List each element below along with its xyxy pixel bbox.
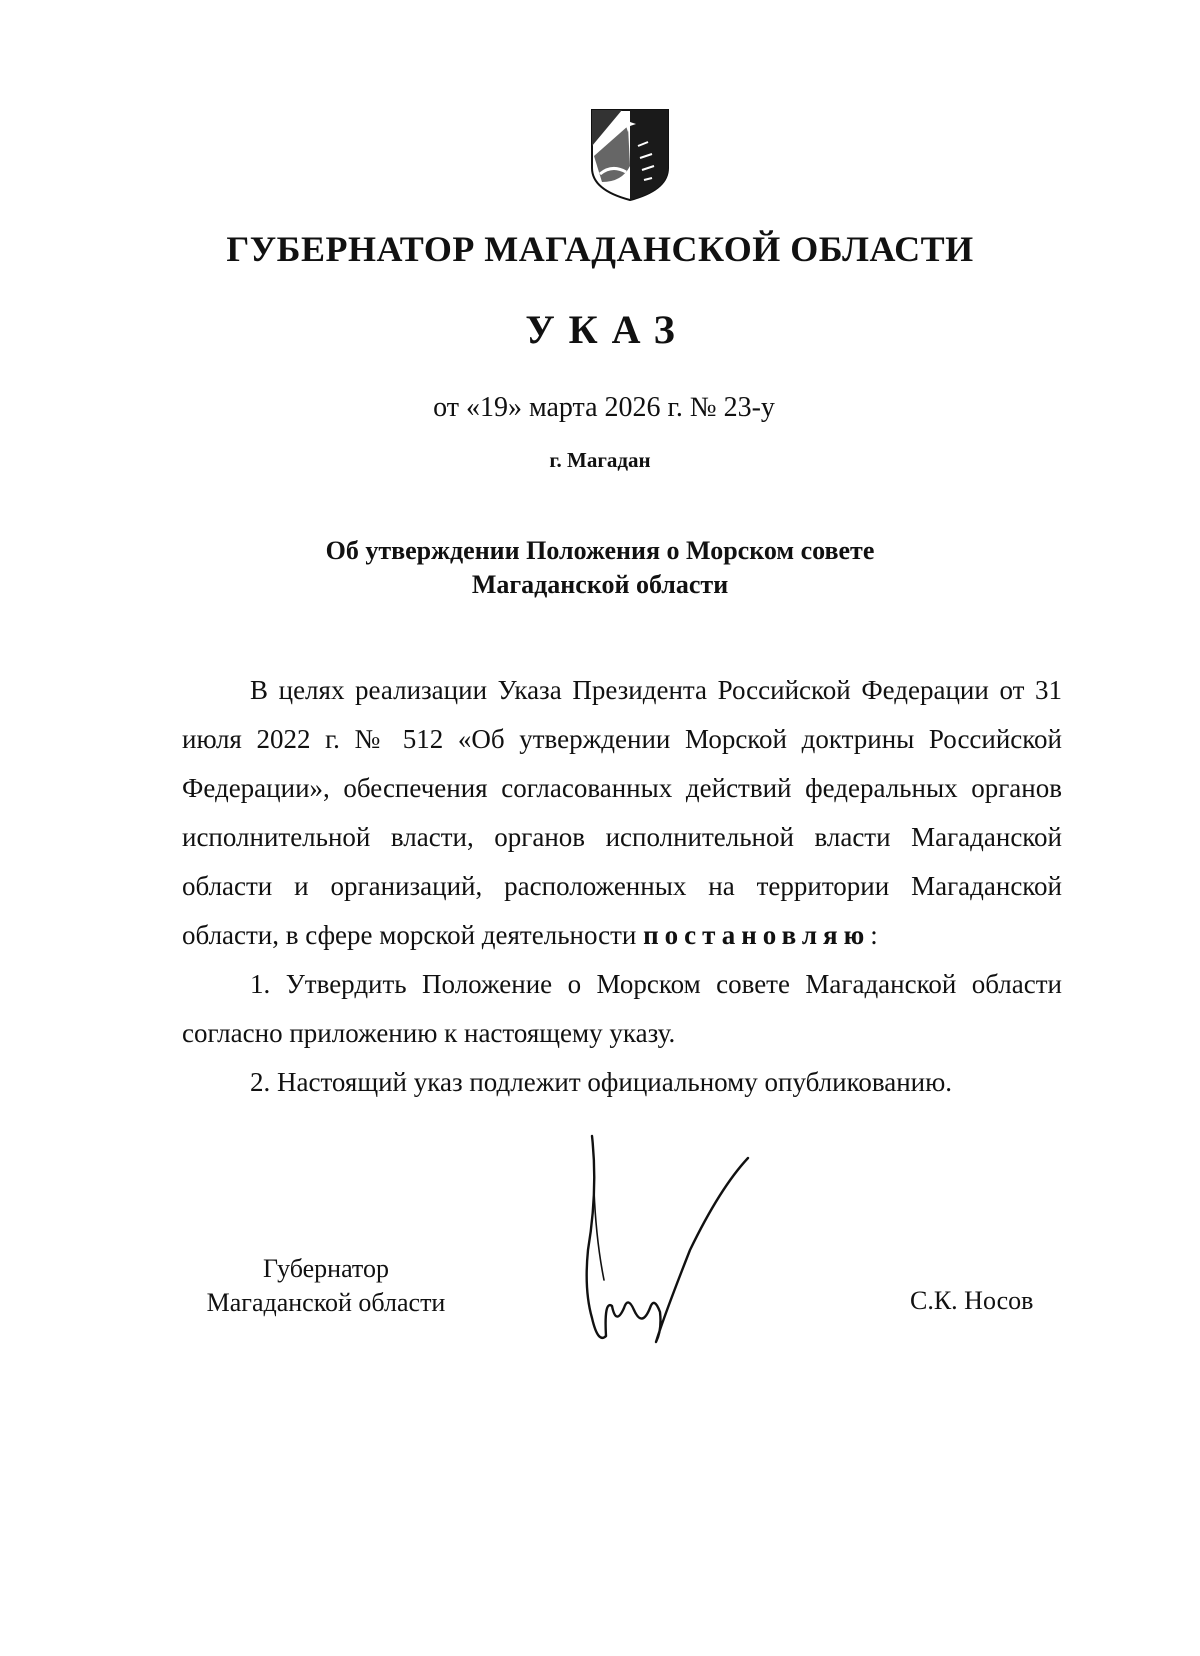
document-place: г. Магадан	[549, 448, 651, 472]
signatory-name: С.К. Носов	[910, 1286, 1034, 1315]
decree-word: постановляю	[643, 920, 871, 950]
document-date-number: от «19» марта 2026 г. № 23-у	[433, 392, 775, 423]
document-body	[182, 666, 1062, 1107]
decree-item-1: 1. Утвердить Положение о Морском совете Магаданской области согласно приложению к настоящему указу.	[182, 969, 1062, 1048]
document-type-heading: УКАЗ	[525, 307, 689, 352]
preamble-paragraph	[182, 666, 1062, 960]
signatory-position	[186, 1252, 466, 1320]
decree-item-2: 2. Настоящий указ подлежит официальному опубликованию.	[250, 1067, 953, 1097]
document-title-line-2: Магаданской области	[471, 570, 729, 599]
coat-of-arms-icon	[582, 106, 676, 204]
preamble-text: В целях реализации Указа Президента Российской Федерации от 31 июля 2022 г. № 512 «Об утверждении Морской доктрины Российской Федерации», обеспечения согласованных действий федеральных органов исполнительной власти, органов исполнительной власти Магаданской области и организаций, расположенных на территории Магаданской области, в сфере морской деятельности	[182, 675, 1062, 950]
handwritten-signature-icon	[570, 1130, 790, 1370]
signatory-position-line-2: Магаданской области	[206, 1288, 446, 1317]
signatory-position-line-1: Губернатор	[263, 1254, 389, 1283]
document-title	[0, 534, 1200, 602]
issuing-authority-heading: ГУБЕРНАТОР МАГАДАНСКОЙ ОБЛАСТИ	[226, 229, 974, 269]
decree-colon: :	[870, 920, 878, 950]
document-title-line-1: Об утверждении Положения о Морском совете	[325, 536, 875, 565]
